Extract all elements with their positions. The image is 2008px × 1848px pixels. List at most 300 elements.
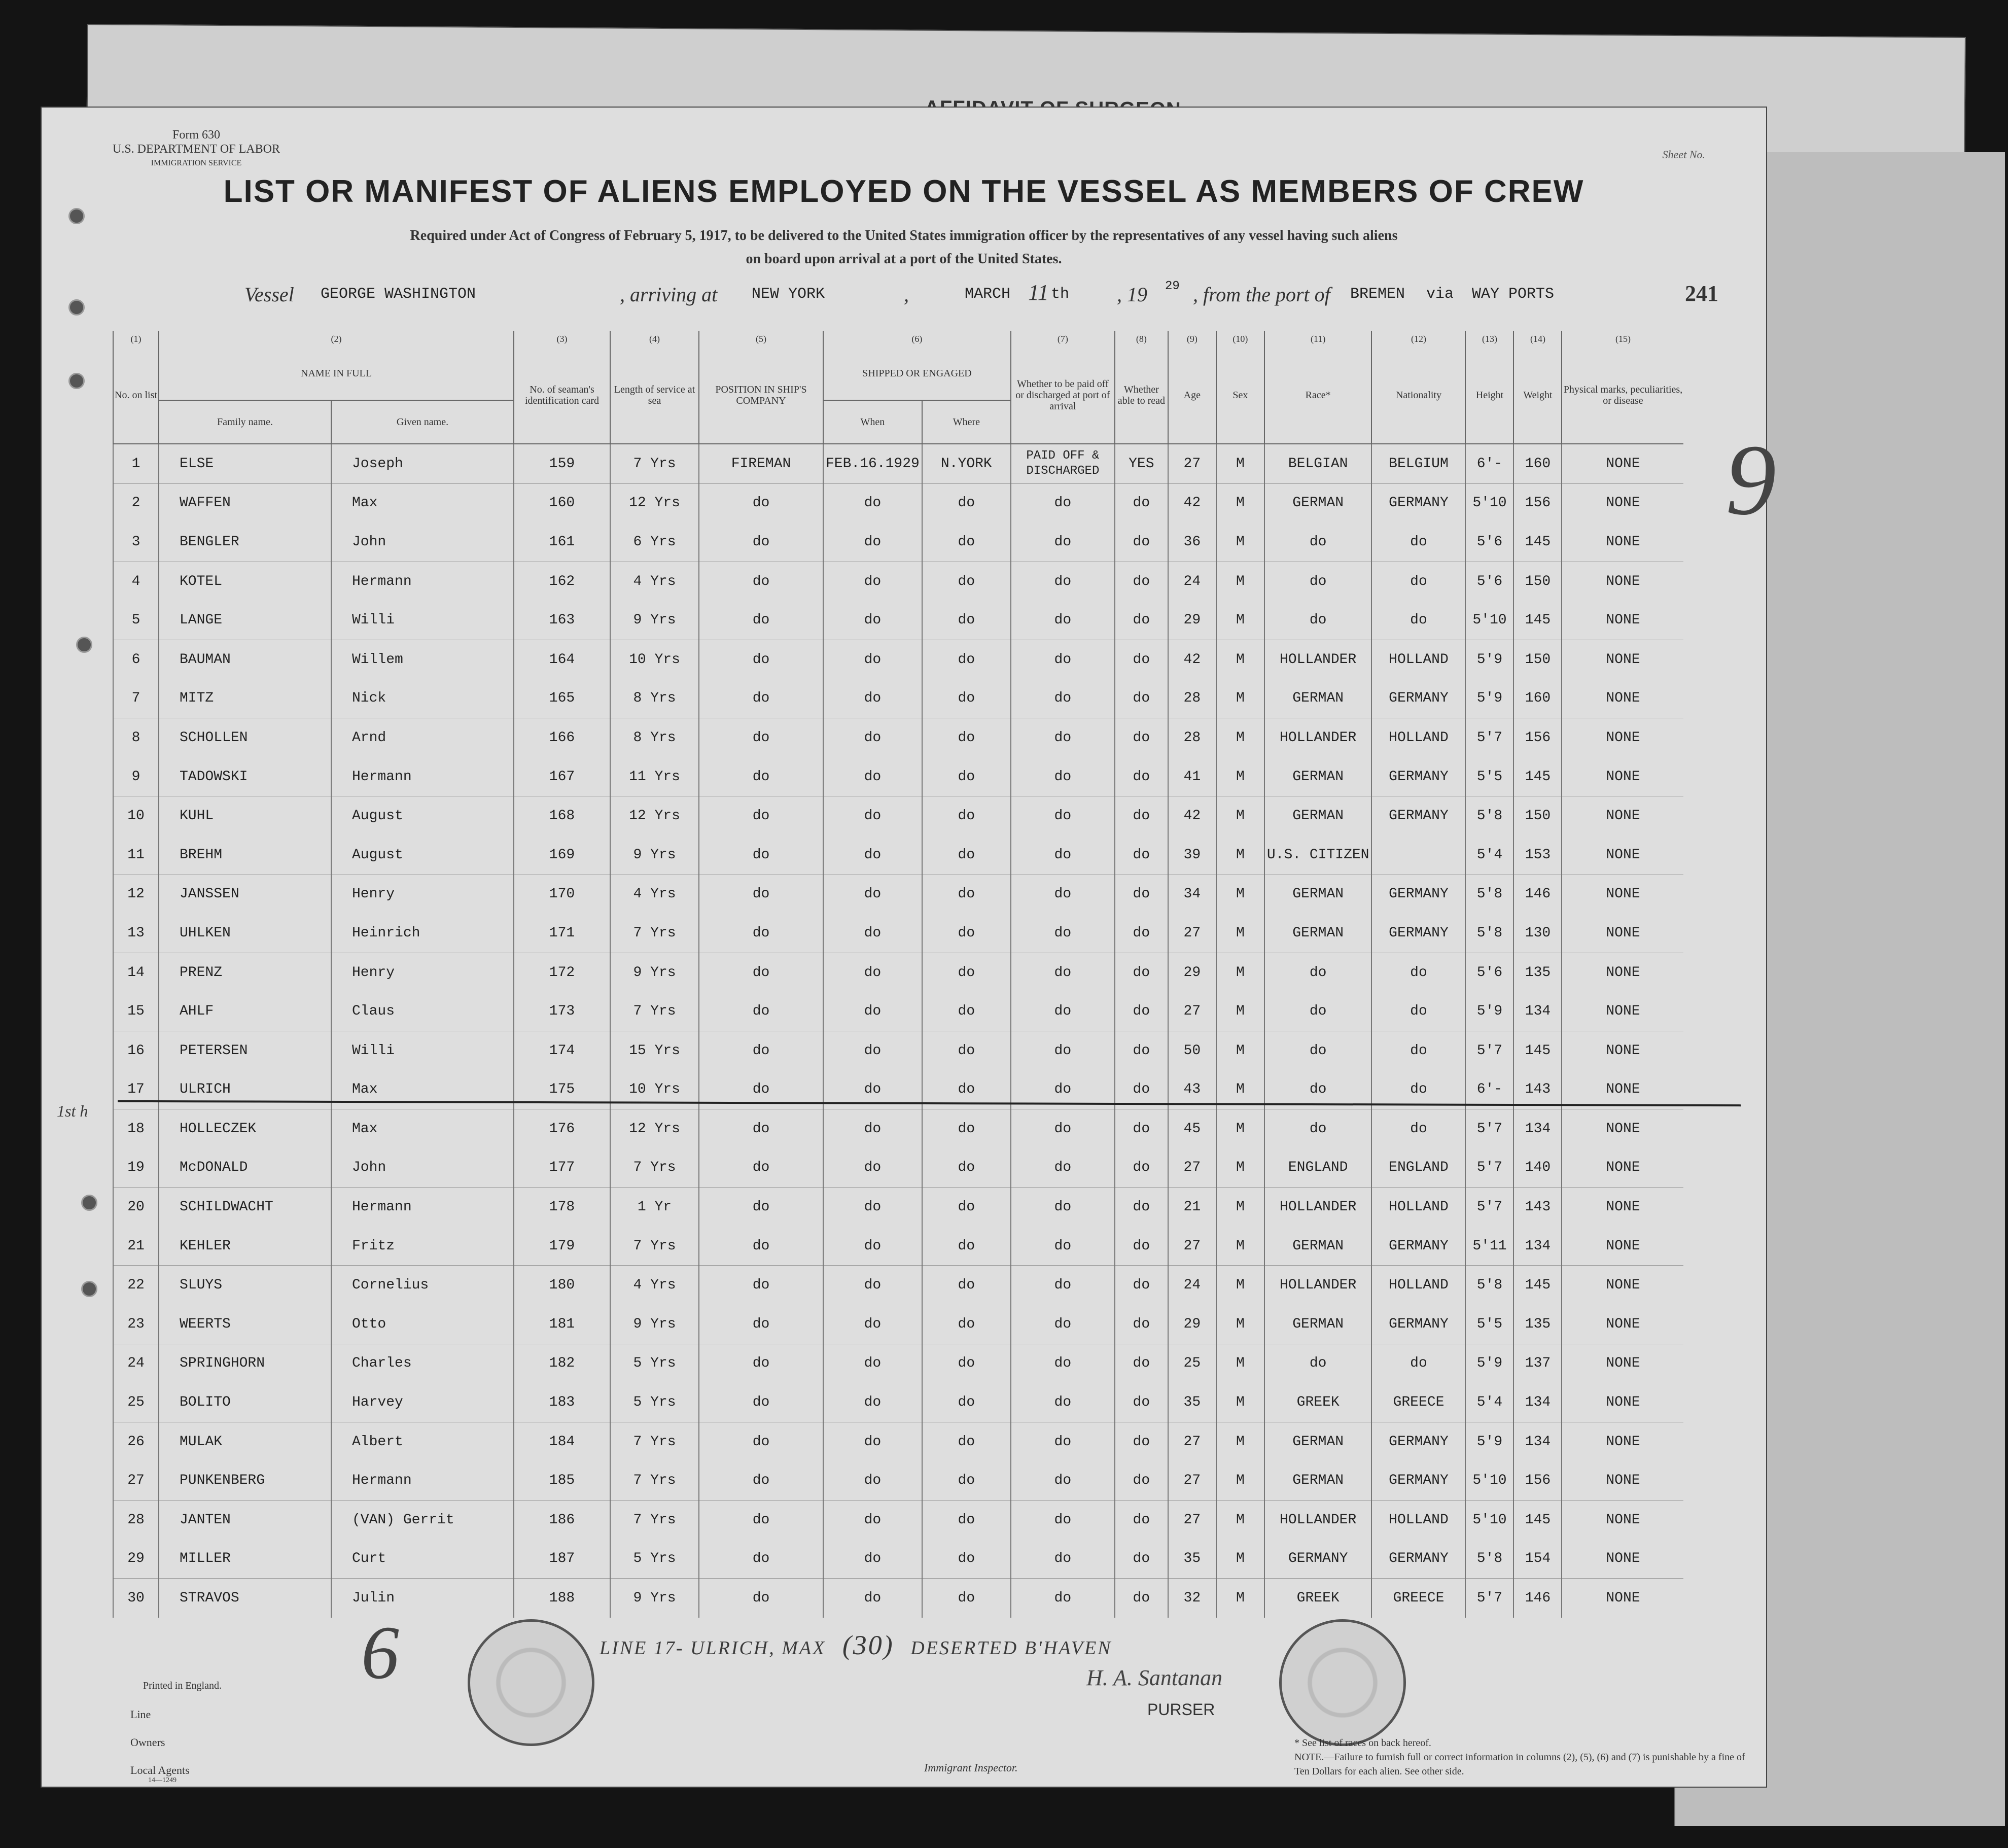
cell-giv: Hermann: [331, 757, 514, 796]
cell-ht: 5'6: [1465, 562, 1513, 601]
cell-phys: NONE: [1562, 718, 1683, 757]
cell-giv: Albert: [331, 1422, 514, 1461]
cell-id: 168: [514, 796, 610, 835]
cell-sex: M: [1216, 679, 1264, 718]
cell-paid: do: [1011, 1227, 1115, 1266]
header-physical: Physical marks, peculiarities, or disease: [1562, 347, 1683, 444]
cell-giv: Hermann: [331, 1461, 514, 1500]
cell-n: 8: [113, 718, 159, 757]
cell-race: GERMANY: [1264, 1540, 1372, 1579]
consulate-seal-left: [468, 1619, 594, 1746]
cell-svc: 7 Yrs: [610, 1422, 699, 1461]
table-row: [113, 914, 1683, 953]
cell-when: do: [823, 1461, 922, 1500]
cell-nat: GERMANY: [1371, 1540, 1465, 1579]
crew-count: (30): [842, 1630, 894, 1660]
cell-when: do: [823, 1579, 922, 1618]
cell-wt: 154: [1513, 1540, 1562, 1579]
purser-signature: H. A. Santanan: [1086, 1665, 1223, 1690]
cell-paid: do: [1011, 718, 1115, 757]
cell-phys: NONE: [1562, 1344, 1683, 1383]
printed-in-england: Printed in England.: [143, 1680, 222, 1691]
cell-id: 176: [514, 1109, 610, 1148]
cell-sex: M: [1216, 1109, 1264, 1148]
cell-nat: do: [1371, 1344, 1465, 1383]
cell-when: do: [823, 1148, 922, 1188]
punch-hole: [68, 299, 85, 316]
cell-phys: NONE: [1562, 796, 1683, 835]
table-row: [113, 875, 1683, 914]
cell-ht: 5'8: [1465, 1540, 1513, 1579]
table-row: [113, 1031, 1683, 1070]
cell-fam: PUNKENBERG: [159, 1461, 331, 1500]
table-row: [113, 1227, 1683, 1266]
cell-read: do: [1115, 718, 1168, 757]
cell-ht: 6'-: [1465, 1070, 1513, 1109]
header-paid-off: Whether to be paid off or discharged at port of arrival: [1011, 347, 1115, 444]
vessel-label: Vessel: [244, 283, 294, 306]
header-weight: Weight: [1513, 347, 1562, 444]
cell-pos: do: [699, 1188, 823, 1227]
cell-id: 184: [514, 1422, 610, 1461]
cell-nat: GERMANY: [1371, 757, 1465, 796]
cell-id: 188: [514, 1579, 610, 1618]
cell-where: N.YORK: [922, 444, 1011, 483]
cell-giv: John: [331, 1148, 514, 1188]
department: U.S. DEPARTMENT OF LABOR: [113, 143, 280, 156]
cell-svc: 7 Yrs: [610, 1227, 699, 1266]
cell-nat: HOLLAND: [1371, 1266, 1465, 1305]
header-name-in-full: NAME IN FULL: [159, 347, 514, 400]
cell-fam: WAFFEN: [159, 483, 331, 522]
service: IMMIGRATION SERVICE: [151, 159, 242, 167]
cell-pos: do: [699, 1070, 823, 1109]
cell-race: HOLLANDER: [1264, 640, 1372, 679]
cell-phys: NONE: [1562, 522, 1683, 562]
cell-ht: 5'6: [1465, 522, 1513, 562]
cell-when: do: [823, 835, 922, 875]
cell-n: 18: [113, 1109, 159, 1148]
footer-line: Line: [130, 1708, 151, 1721]
table-row: [113, 1579, 1683, 1618]
cell-fam: SCHOLLEN: [159, 718, 331, 757]
footer-local-agents: Local Agents: [130, 1764, 190, 1776]
cell-age: 27: [1168, 1422, 1216, 1461]
cell-where: do: [922, 1070, 1011, 1109]
cell-age: 28: [1168, 718, 1216, 757]
cell-fam: KUHL: [159, 796, 331, 835]
cell-wt: 160: [1513, 679, 1562, 718]
cell-age: 35: [1168, 1540, 1216, 1579]
cell-fam: JANTEN: [159, 1501, 331, 1540]
cell-where: do: [922, 1109, 1011, 1148]
cell-race: HOLLANDER: [1264, 1188, 1372, 1227]
cell-id: 185: [514, 1461, 610, 1500]
cell-race: GREEK: [1264, 1579, 1372, 1618]
cell-giv: Fritz: [331, 1227, 514, 1266]
cell-giv: Max: [331, 483, 514, 522]
cell-where: do: [922, 1227, 1011, 1266]
cell-phys: NONE: [1562, 679, 1683, 718]
cell-phys: NONE: [1562, 640, 1683, 679]
cell-sex: M: [1216, 1383, 1264, 1422]
cell-giv: Max: [331, 1070, 514, 1109]
cell-read: do: [1115, 835, 1168, 875]
cell-nat: ENGLAND: [1371, 1148, 1465, 1188]
cell-read: do: [1115, 562, 1168, 601]
header-family-name: Family name.: [159, 400, 331, 444]
cell-nat: GERMANY: [1371, 483, 1465, 522]
cell-sex: M: [1216, 1305, 1264, 1344]
cell-giv: Max: [331, 1109, 514, 1148]
cell-wt: 145: [1513, 1031, 1562, 1070]
cell-when: do: [823, 1540, 922, 1579]
cell-age: 28: [1168, 679, 1216, 718]
cell-when: do: [823, 757, 922, 796]
cell-giv: Cornelius: [331, 1266, 514, 1305]
cell-svc: 5 Yrs: [610, 1540, 699, 1579]
footer-notes: [1294, 1736, 1751, 1779]
consulate-seal-right: [1279, 1619, 1406, 1746]
cell-age: 29: [1168, 601, 1216, 640]
cell-read: do: [1115, 1461, 1168, 1500]
cell-wt: 156: [1513, 1461, 1562, 1500]
cell-where: do: [922, 679, 1011, 718]
cell-age: 27: [1168, 1227, 1216, 1266]
cell-phys: NONE: [1562, 1540, 1683, 1579]
table-row: [113, 601, 1683, 640]
cell-pos: do: [699, 718, 823, 757]
cell-when: do: [823, 1227, 922, 1266]
comma: ,: [904, 283, 909, 306]
cell-fam: ELSE: [159, 444, 331, 483]
cell-fam: LANGE: [159, 601, 331, 640]
cell-where: do: [922, 1422, 1011, 1461]
colnum-4: (4): [610, 331, 699, 347]
cell-n: 25: [113, 1383, 159, 1422]
cell-age: 21: [1168, 1188, 1216, 1227]
cell-sex: M: [1216, 796, 1264, 835]
header-nationality: Nationality: [1371, 347, 1465, 444]
cell-fam: KOTEL: [159, 562, 331, 601]
cell-age: 29: [1168, 953, 1216, 992]
cell-age: 45: [1168, 1109, 1216, 1148]
cell-race: do: [1264, 1109, 1372, 1148]
page-subtitle: [295, 224, 1512, 271]
cell-where: do: [922, 718, 1011, 757]
table-row: [113, 757, 1683, 796]
colnum-9: (9): [1168, 331, 1216, 347]
races-note: * See list of races on back hereof.: [1294, 1737, 1431, 1749]
cell-paid: do: [1011, 757, 1115, 796]
cell-sex: M: [1216, 992, 1264, 1031]
table-row: [113, 1461, 1683, 1500]
cell-sex: M: [1216, 953, 1264, 992]
via-label: via: [1426, 286, 1454, 303]
cell-fam: HOLLECZEK: [159, 1109, 331, 1148]
cell-n: 6: [113, 640, 159, 679]
form-number: Form 630: [172, 128, 220, 142]
cell-svc: 4 Yrs: [610, 562, 699, 601]
cell-wt: 140: [1513, 1148, 1562, 1188]
cell-wt: 130: [1513, 914, 1562, 953]
table-row: [113, 522, 1683, 562]
cell-read: do: [1115, 914, 1168, 953]
cell-fam: WEERTS: [159, 1305, 331, 1344]
cell-paid: do: [1011, 1579, 1115, 1618]
cell-wt: 146: [1513, 1579, 1562, 1618]
cell-race: do: [1264, 992, 1372, 1031]
page-title: LIST OR MANIFEST OF ALIENS EMPLOYED ON THE VESSEL AS MEMBERS OF CREW: [223, 174, 1584, 209]
cell-ht: 5'7: [1465, 718, 1513, 757]
cell-ht: 5'5: [1465, 757, 1513, 796]
cell-when: do: [823, 875, 922, 914]
cell-pos: do: [699, 1383, 823, 1422]
cell-age: 42: [1168, 483, 1216, 522]
colnum-5: (5): [699, 331, 823, 347]
colnum-14: (14): [1513, 331, 1562, 347]
cell-nat: GREECE: [1371, 1579, 1465, 1618]
colnum-3: (3): [514, 331, 610, 347]
cell-id: 165: [514, 679, 610, 718]
cell-wt: 134: [1513, 1383, 1562, 1422]
cell-n: 29: [113, 1540, 159, 1579]
colnum-12: (12): [1371, 331, 1465, 347]
departure-port: BREMEN: [1350, 286, 1405, 303]
cell-race: do: [1264, 953, 1372, 992]
cell-id: 162: [514, 562, 610, 601]
footer-form-code: 14—1249: [148, 1776, 177, 1784]
arrival-month: MARCH: [965, 286, 1011, 303]
cell-read: do: [1115, 1501, 1168, 1540]
table-row: [113, 640, 1683, 679]
cell-svc: 9 Yrs: [610, 601, 699, 640]
cell-id: 173: [514, 992, 610, 1031]
cell-pos: do: [699, 640, 823, 679]
cell-wt: 134: [1513, 1227, 1562, 1266]
cell-phys: NONE: [1562, 875, 1683, 914]
cell-n: 17: [113, 1070, 159, 1109]
cell-race: GERMAN: [1264, 483, 1372, 522]
cell-nat: GERMANY: [1371, 1461, 1465, 1500]
cell-ht: 6'-: [1465, 444, 1513, 483]
cell-nat: HOLLAND: [1371, 640, 1465, 679]
cell-age: 35: [1168, 1383, 1216, 1422]
crew-table: [113, 331, 1683, 1618]
cell-nat: GREECE: [1371, 1383, 1465, 1422]
year-suffix: 29: [1165, 280, 1180, 293]
cell-when: do: [823, 1070, 922, 1109]
cell-where: do: [922, 562, 1011, 601]
cell-ht: 5'9: [1465, 1344, 1513, 1383]
cell-read: do: [1115, 1070, 1168, 1109]
cell-nat: do: [1371, 1031, 1465, 1070]
cell-paid: do: [1011, 679, 1115, 718]
table-row: [113, 796, 1683, 835]
cell-wt: 135: [1513, 1305, 1562, 1344]
from-label: , from the port of: [1193, 283, 1330, 306]
cell-phys: NONE: [1562, 992, 1683, 1031]
cell-fam: BAUMAN: [159, 640, 331, 679]
cell-when: do: [823, 1344, 922, 1383]
cell-id: 175: [514, 1070, 610, 1109]
cell-sex: M: [1216, 1461, 1264, 1500]
cell-paid: do: [1011, 992, 1115, 1031]
cell-sex: M: [1216, 757, 1264, 796]
cell-ht: 5'10: [1465, 1501, 1513, 1540]
cell-n: 4: [113, 562, 159, 601]
cell-race: U.S. CITIZEN: [1264, 835, 1372, 875]
cell-n: 27: [113, 1461, 159, 1500]
cell-pos: do: [699, 483, 823, 522]
cell-wt: 150: [1513, 562, 1562, 601]
cell-age: 43: [1168, 1070, 1216, 1109]
cell-where: do: [922, 522, 1011, 562]
cell-age: 25: [1168, 1344, 1216, 1383]
cell-pos: FIREMAN: [699, 444, 823, 483]
cell-race: do: [1264, 1344, 1372, 1383]
cell-phys: NONE: [1562, 444, 1683, 483]
arriving-label: , arriving at: [620, 283, 718, 306]
cell-wt: 137: [1513, 1344, 1562, 1383]
cell-wt: 145: [1513, 757, 1562, 796]
cell-read: do: [1115, 483, 1168, 522]
cell-race: BELGIAN: [1264, 444, 1372, 483]
cell-fam: KEHLER: [159, 1227, 331, 1266]
cell-pos: do: [699, 1109, 823, 1148]
cell-id: 166: [514, 718, 610, 757]
cell-sex: M: [1216, 1148, 1264, 1188]
cell-race: GERMAN: [1264, 875, 1372, 914]
purser-label: PURSER: [1147, 1700, 1215, 1719]
table-row: [113, 1188, 1683, 1227]
cell-pos: do: [699, 1227, 823, 1266]
cell-fam: BENGLER: [159, 522, 331, 562]
cell-age: 41: [1168, 757, 1216, 796]
cell-ht: 5'7: [1465, 1031, 1513, 1070]
cell-age: 32: [1168, 1579, 1216, 1618]
header-no-on-list: No. on list: [113, 347, 159, 444]
cell-sex: M: [1216, 1579, 1264, 1618]
header-sex: Sex: [1216, 347, 1264, 444]
cell-pos: do: [699, 757, 823, 796]
cell-nat: do: [1371, 953, 1465, 992]
cell-paid: do: [1011, 1540, 1115, 1579]
cell-nat: HOLLAND: [1371, 1501, 1465, 1540]
cell-where: do: [922, 1266, 1011, 1305]
cell-where: do: [922, 483, 1011, 522]
cell-where: do: [922, 953, 1011, 992]
cell-ht: 5'8: [1465, 796, 1513, 835]
cell-age: 27: [1168, 444, 1216, 483]
cell-nat: GERMANY: [1371, 1227, 1465, 1266]
cell-pos: do: [699, 953, 823, 992]
cell-phys: NONE: [1562, 953, 1683, 992]
cell-fam: MILLER: [159, 1540, 331, 1579]
cell-pos: do: [699, 1422, 823, 1461]
cell-nat: do: [1371, 992, 1465, 1031]
cell-where: do: [922, 796, 1011, 835]
cell-svc: 7 Yrs: [610, 444, 699, 483]
cell-pos: do: [699, 796, 823, 835]
cell-id: 181: [514, 1305, 610, 1344]
cell-svc: 4 Yrs: [610, 1266, 699, 1305]
cell-svc: 8 Yrs: [610, 718, 699, 757]
cell-giv: Heinrich: [331, 914, 514, 953]
subtitle-line-2: on board upon arrival at a port of the United States.: [746, 251, 1062, 267]
cell-svc: 12 Yrs: [610, 483, 699, 522]
cell-read: do: [1115, 757, 1168, 796]
penalty-note: NOTE.—Failure to furnish full or correct information in columns (2), (5), (6) and (7) is punishable by a fine of Ten Dollars for each alien. See other side.: [1294, 1752, 1745, 1777]
cell-n: 13: [113, 914, 159, 953]
cell-phys: NONE: [1562, 1188, 1683, 1227]
cell-paid: do: [1011, 601, 1115, 640]
header-height: Height: [1465, 347, 1513, 444]
cell-race: GREEK: [1264, 1383, 1372, 1422]
cell-svc: 9 Yrs: [610, 835, 699, 875]
cell-ht: 5'7: [1465, 1579, 1513, 1618]
cell-race: GERMAN: [1264, 679, 1372, 718]
cell-nat: do: [1371, 1070, 1465, 1109]
cell-id: 174: [514, 1031, 610, 1070]
cell-ht: 5'7: [1465, 1109, 1513, 1148]
cell-where: do: [922, 875, 1011, 914]
table-row: [113, 1109, 1683, 1148]
cell-phys: NONE: [1562, 483, 1683, 522]
cell-id: 183: [514, 1383, 610, 1422]
table-row: [113, 1305, 1683, 1344]
cell-svc: 5 Yrs: [610, 1383, 699, 1422]
cell-wt: 153: [1513, 835, 1562, 875]
cell-svc: 7 Yrs: [610, 1461, 699, 1500]
cell-race: GERMAN: [1264, 796, 1372, 835]
cell-age: 50: [1168, 1031, 1216, 1070]
cell-race: HOLLANDER: [1264, 1266, 1372, 1305]
cell-paid: do: [1011, 1461, 1115, 1500]
cell-fam: UHLKEN: [159, 914, 331, 953]
cell-sex: M: [1216, 601, 1264, 640]
cell-phys: NONE: [1562, 1266, 1683, 1305]
cell-where: do: [922, 1188, 1011, 1227]
cell-n: 7: [113, 679, 159, 718]
cell-where: do: [922, 1501, 1011, 1540]
cell-where: do: [922, 1461, 1011, 1500]
cell-svc: 9 Yrs: [610, 953, 699, 992]
cell-svc: 8 Yrs: [610, 679, 699, 718]
cell-race: do: [1264, 601, 1372, 640]
cell-sex: M: [1216, 914, 1264, 953]
cell-pos: do: [699, 1305, 823, 1344]
table-row: [113, 1501, 1683, 1540]
cell-giv: Willem: [331, 640, 514, 679]
cell-svc: 11 Yrs: [610, 757, 699, 796]
cell-read: do: [1115, 601, 1168, 640]
cell-phys: NONE: [1562, 1383, 1683, 1422]
cell-giv: (VAN) Gerrit: [331, 1501, 514, 1540]
cell-age: 27: [1168, 1461, 1216, 1500]
handwritten-six: 6: [361, 1611, 399, 1695]
cell-ht: 5'8: [1465, 1266, 1513, 1305]
colnum-15: (15): [1562, 331, 1683, 347]
cell-age: 27: [1168, 914, 1216, 953]
cell-race: do: [1264, 562, 1372, 601]
colnum-1: (1): [113, 331, 159, 347]
cell-n: 26: [113, 1422, 159, 1461]
year-prefix: , 19: [1117, 283, 1147, 306]
table-row: [113, 679, 1683, 718]
cell-id: 178: [514, 1188, 610, 1227]
cell-age: 36: [1168, 522, 1216, 562]
